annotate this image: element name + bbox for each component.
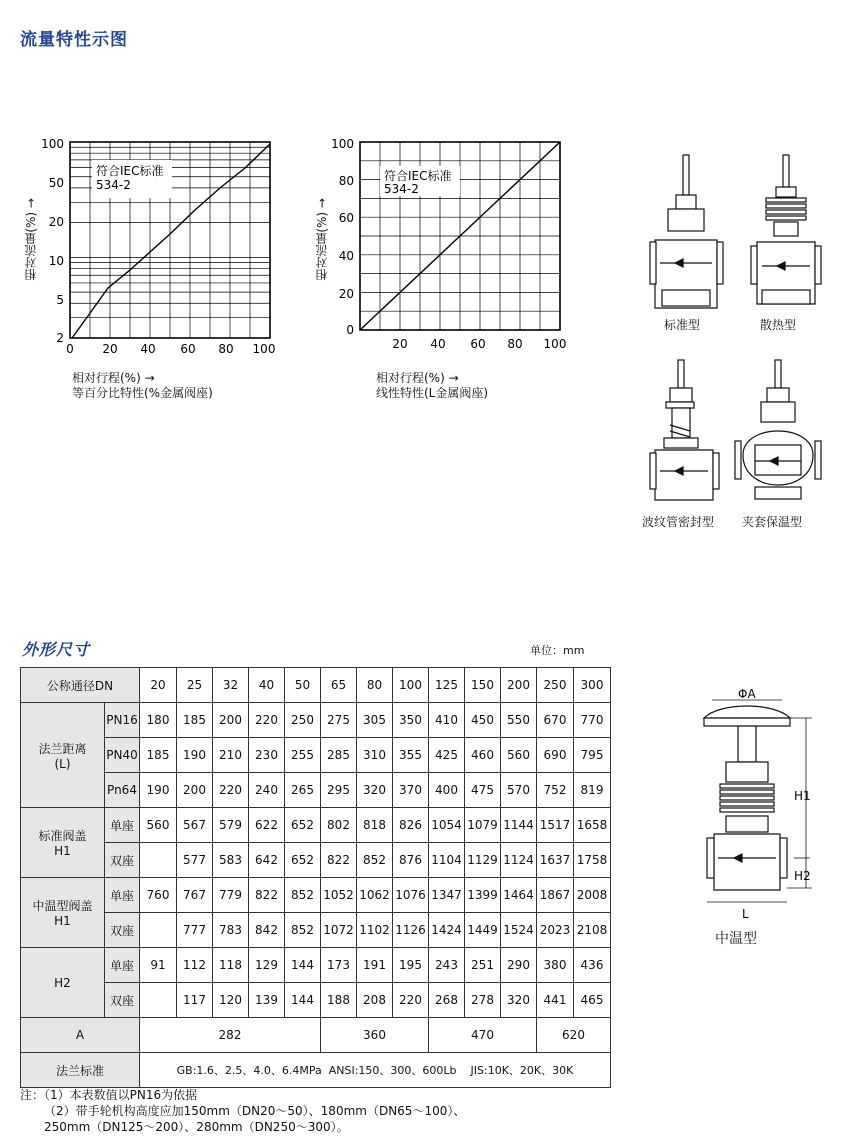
left-y-tick: 50 (48, 176, 64, 190)
table-cell: 268 (429, 983, 465, 1018)
right-x-tick: 40 (430, 337, 446, 351)
right-x-ticks (392, 337, 566, 351)
right-x-tick: 80 (507, 337, 523, 351)
table-cell: 470 (429, 1018, 537, 1053)
dn-cell: 20 (140, 668, 177, 703)
table-cell: 1052 (321, 878, 357, 913)
notes (20, 1087, 465, 1135)
left-chart-xlabel: 相对行程(%) → (72, 371, 155, 385)
table-cell: 842 (249, 913, 285, 948)
left-chart-caption: 等百分比特性(%金属阀座) (72, 386, 213, 400)
table-cell: 1347 (429, 878, 465, 913)
table-cell: 275 (321, 703, 357, 738)
table-cell: 876 (393, 843, 429, 878)
table-cell: 795 (574, 738, 611, 773)
table-cell: 208 (357, 983, 393, 1018)
linear-chart (320, 130, 580, 360)
table-cell: 240 (249, 773, 285, 808)
table-row (21, 738, 611, 773)
table-cell: 475 (465, 773, 501, 808)
table-cell: 1517 (537, 808, 574, 843)
right-chart-xlabel: 相对行程(%) → (376, 371, 459, 385)
table-cell: 195 (393, 948, 429, 983)
table-cell: 255 (285, 738, 321, 773)
table-cell: 642 (249, 843, 285, 878)
table-cell: 550 (501, 703, 537, 738)
table-cell: 230 (249, 738, 285, 773)
right-chart-note-2: 534-2 (384, 182, 419, 196)
dn-cell: 25 (177, 668, 213, 703)
table-cell: 1104 (429, 843, 465, 878)
table-cell: 1637 (537, 843, 574, 878)
table-row (21, 703, 611, 738)
table-cell: 190 (140, 773, 177, 808)
unit-label: 单位：mm (530, 644, 585, 657)
table-cell: 380 (537, 948, 574, 983)
table-cell: 282 (140, 1018, 321, 1053)
right-chart-ylabel: 相对流量(%) → (315, 198, 329, 281)
table-cell: 567 (177, 808, 213, 843)
table-cell: 320 (357, 773, 393, 808)
table-cell: 822 (321, 843, 357, 878)
table-cell: 1126 (393, 913, 429, 948)
double-seat-label: 双座 (105, 843, 140, 878)
table-cell: 180 (140, 703, 177, 738)
dimensions-title: 外形尺寸 (22, 640, 91, 659)
table-cell: 2008 (574, 878, 611, 913)
table-cell: 852 (285, 913, 321, 948)
a-header: A (21, 1018, 140, 1053)
left-y-tick: 5 (56, 293, 64, 307)
mid-temp-valve-caption: 中温型 (715, 931, 757, 947)
note-line-3: 250mm（DN125～200）、280mm（DN250～300）。 (44, 1120, 349, 1134)
table-cell: 579 (213, 808, 249, 843)
left-chart-note-1: 符合IEC标准 (96, 164, 164, 178)
table-row (21, 668, 611, 703)
table-cell: 118 (213, 948, 249, 983)
table-cell: 200 (177, 773, 213, 808)
table-cell: 355 (393, 738, 429, 773)
h2-header: H2 (21, 948, 105, 1018)
left-x-tick: 0 (66, 342, 74, 356)
left-x-tick: 100 (252, 342, 276, 356)
table-row (21, 1018, 611, 1053)
table-cell: 465 (574, 983, 611, 1018)
right-y-tick: 0 (346, 323, 354, 337)
right-y-tick: 60 (338, 211, 354, 225)
right-x-tick: 100 (543, 337, 567, 351)
table-cell: 652 (285, 808, 321, 843)
left-chart-note-2: 534-2 (96, 178, 131, 192)
table-cell: 243 (429, 948, 465, 983)
table-cell: 2023 (537, 913, 574, 948)
table-row (21, 913, 611, 948)
table-cell: 760 (140, 878, 177, 913)
dn-cell: 125 (429, 668, 465, 703)
left-y-tick: 100 (41, 137, 64, 151)
note-line-1: 注：（1）本表数值以PN16为依据 (20, 1088, 198, 1102)
table-cell: 1867 (537, 878, 574, 913)
pn64-label: Pn64 (105, 773, 140, 808)
standard-valve-drawing (650, 155, 723, 308)
dn-cell: 80 (357, 668, 393, 703)
table-row (21, 878, 611, 913)
dn-cell: 65 (321, 668, 357, 703)
valve-drawings-bottom (640, 355, 840, 515)
table-row (21, 1053, 611, 1088)
double-seat-label: 双座 (105, 983, 140, 1018)
table-cell: 441 (537, 983, 574, 1018)
right-y-tick: 100 (331, 137, 354, 151)
table-cell: 819 (574, 773, 611, 808)
table-cell: 620 (537, 1018, 611, 1053)
table-cell: 1124 (501, 843, 537, 878)
left-y-ticks (41, 137, 64, 345)
right-y-tick: 20 (338, 287, 354, 301)
right-chart-caption: 线性特性(L金属阀座) (376, 386, 489, 400)
table-cell: 752 (537, 773, 574, 808)
table-cell: 1129 (465, 843, 501, 878)
table-cell: 852 (357, 843, 393, 878)
dn-cell: 40 (249, 668, 285, 703)
jacket-valve-caption: 夹套保温型 (742, 515, 803, 529)
left-x-tick: 40 (140, 342, 156, 356)
table-cell: 220 (213, 773, 249, 808)
dn-cell: 100 (393, 668, 429, 703)
heat-valve-drawing (751, 155, 821, 304)
table-row (21, 808, 611, 843)
table-cell: 622 (249, 808, 285, 843)
left-y-tick: 10 (48, 254, 64, 268)
right-x-tick: 60 (470, 337, 486, 351)
table-cell: 560 (501, 738, 537, 773)
table-cell (140, 913, 177, 948)
table-cell: 783 (213, 913, 249, 948)
table-cell: 1464 (501, 878, 537, 913)
table-cell: 1424 (429, 913, 465, 948)
page-title: 流量特性示图 (20, 30, 128, 50)
right-chart-note-1: 符合IEC标准 (384, 169, 452, 183)
table-cell: 310 (357, 738, 393, 773)
single-seat-label: 单座 (105, 948, 140, 983)
table-cell: 200 (213, 703, 249, 738)
left-x-ticks (66, 342, 275, 356)
table-cell: 1072 (321, 913, 357, 948)
note-line-2: （2）带手轮机构高度应加150mm（DN20～50）、180mm（DN65～100）、 (44, 1104, 466, 1118)
equal-percentage-chart (20, 130, 280, 360)
table-cell: 670 (537, 703, 574, 738)
table-cell: 767 (177, 878, 213, 913)
bellows-valve-drawing (650, 360, 719, 500)
table-cell: 144 (285, 983, 321, 1018)
table-cell: 350 (393, 703, 429, 738)
right-x-tick: 20 (392, 337, 408, 351)
table-cell: 305 (357, 703, 393, 738)
left-y-tick: 20 (48, 215, 64, 229)
table-cell: 425 (429, 738, 465, 773)
table-cell: 1758 (574, 843, 611, 878)
table-cell: 652 (285, 843, 321, 878)
table-cell: 251 (465, 948, 501, 983)
heat-valve-caption: 散热型 (760, 318, 797, 332)
table-cell: 560 (140, 808, 177, 843)
dim-l-label: L (742, 907, 749, 921)
table-cell: 777 (177, 913, 213, 948)
dn-cell: 50 (285, 668, 321, 703)
table-cell: 1076 (393, 878, 429, 913)
left-x-tick: 60 (180, 342, 196, 356)
table-cell: 802 (321, 808, 357, 843)
single-seat-label: 单座 (105, 808, 140, 843)
table-row (21, 948, 611, 983)
flange-standard-header: 法兰标准 (21, 1053, 140, 1088)
table-cell: 779 (213, 878, 249, 913)
table-cell: 290 (501, 948, 537, 983)
table-cell: 188 (321, 983, 357, 1018)
table-cell: 450 (465, 703, 501, 738)
table-cell: 826 (393, 808, 429, 843)
table-cell: 822 (249, 878, 285, 913)
right-y-tick: 80 (338, 174, 354, 188)
table-cell: 460 (465, 738, 501, 773)
table-cell: 185 (177, 703, 213, 738)
single-seat-label: 单座 (105, 878, 140, 913)
table-cell: 112 (177, 948, 213, 983)
dn-cell: 250 (537, 668, 574, 703)
table-cell: 852 (285, 878, 321, 913)
table-cell (140, 843, 177, 878)
table-cell: 185 (140, 738, 177, 773)
standard-valve-caption: 标准型 (664, 318, 701, 332)
table-cell: 139 (249, 983, 285, 1018)
bellows-valve-caption: 波纹管密封型 (642, 515, 715, 529)
table-cell: 410 (429, 703, 465, 738)
table-cell: 1144 (501, 808, 537, 843)
table-row (21, 773, 611, 808)
table-cell: 1399 (465, 878, 501, 913)
standard-bonnet-header: 标准阀盖 H1 (21, 808, 105, 878)
table-cell: 91 (140, 948, 177, 983)
dn-cell: 32 (213, 668, 249, 703)
table-cell: 1079 (465, 808, 501, 843)
table-cell: 2108 (574, 913, 611, 948)
table-cell: 1054 (429, 808, 465, 843)
table-row (21, 843, 611, 878)
table-cell (140, 983, 177, 1018)
table-cell: 173 (321, 948, 357, 983)
table-cell: 818 (357, 808, 393, 843)
dn-cell: 200 (501, 668, 537, 703)
dim-h1-label: H1 (794, 789, 811, 803)
right-y-ticks (331, 137, 354, 337)
table-cell: 570 (501, 773, 537, 808)
table-cell: 400 (429, 773, 465, 808)
double-seat-label: 双座 (105, 913, 140, 948)
table-row (21, 983, 611, 1018)
table-cell: 690 (537, 738, 574, 773)
table-cell: 129 (249, 948, 285, 983)
mid-temp-bonnet-header: 中温型阀盖 H1 (21, 878, 105, 948)
pn40-label: PN40 (105, 738, 140, 773)
table-cell: 117 (177, 983, 213, 1018)
mid-temp-valve-drawing (690, 688, 840, 928)
table-cell: 265 (285, 773, 321, 808)
table-cell: 285 (321, 738, 357, 773)
left-x-tick: 20 (102, 342, 118, 356)
table-cell: 1449 (465, 913, 501, 948)
dn-cell: 150 (465, 668, 501, 703)
table-cell: 1658 (574, 808, 611, 843)
table-cell: 278 (465, 983, 501, 1018)
table-cell: 144 (285, 948, 321, 983)
table-cell: 191 (357, 948, 393, 983)
table-cell: 360 (321, 1018, 429, 1053)
table-cell: 1062 (357, 878, 393, 913)
dn-cell: 300 (574, 668, 611, 703)
right-y-tick: 40 (338, 249, 354, 263)
table-cell: 210 (213, 738, 249, 773)
table-cell: 577 (177, 843, 213, 878)
valve-drawings-top (640, 150, 840, 340)
dimensions-table (20, 667, 611, 1088)
table-cell: 220 (249, 703, 285, 738)
dim-phiA-label: ΦA (738, 688, 756, 701)
dim-h2-label: H2 (794, 869, 811, 883)
left-chart-ylabel: 相对流量(%) → (24, 198, 38, 281)
table-cell: 220 (393, 983, 429, 1018)
left-y-tick: 2 (56, 331, 64, 345)
table-cell: 1524 (501, 913, 537, 948)
flange-distance-header: 法兰距离 (L) (21, 703, 105, 808)
table-cell: 770 (574, 703, 611, 738)
table-cell: 583 (213, 843, 249, 878)
flange-standard-cell: GB:1.6、2.5、4.0、6.4MPa ANSI:150、300、600Lb JIS:10K、20K、30K (140, 1053, 611, 1088)
table-cell: 320 (501, 983, 537, 1018)
table-cell: 190 (177, 738, 213, 773)
table-cell: 250 (285, 703, 321, 738)
pn16-label: PN16 (105, 703, 140, 738)
dn-header: 公称通径DN (21, 668, 140, 703)
table-cell: 120 (213, 983, 249, 1018)
table-cell: 436 (574, 948, 611, 983)
table-cell: 1102 (357, 913, 393, 948)
table-cell: 295 (321, 773, 357, 808)
left-x-tick: 80 (218, 342, 234, 356)
jacket-valve-drawing (735, 360, 821, 499)
table-cell: 370 (393, 773, 429, 808)
